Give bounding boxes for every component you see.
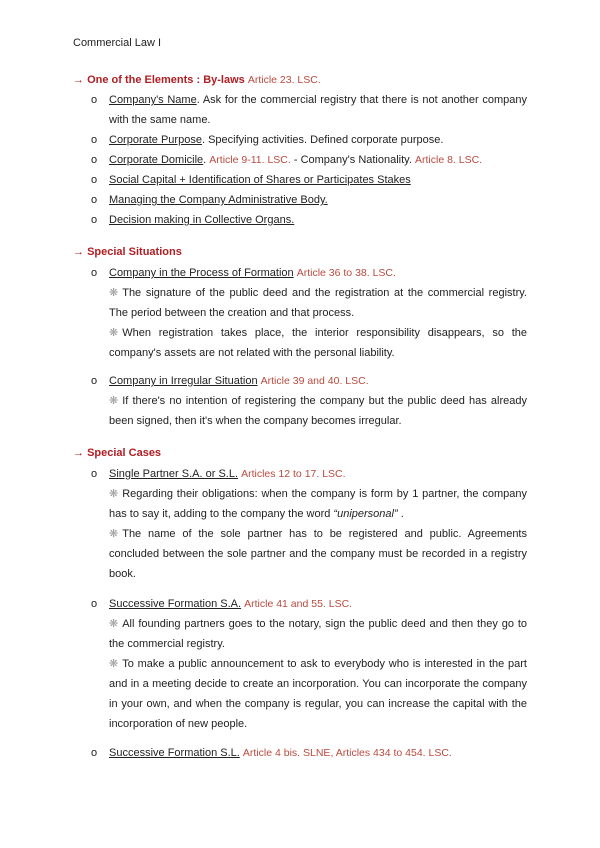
item-title: Company's Name — [109, 94, 197, 106]
section-special-situations-heading — [73, 246, 182, 258]
article-reference: Article 23. LSC. — [247, 74, 321, 86]
list-item — [91, 743, 527, 763]
bullet-icon: o — [91, 134, 98, 146]
item-title: Successive Formation S.A. — [109, 598, 242, 610]
item-title: Managing the Company Administrative Body. — [109, 194, 328, 206]
article-reference: Article 4 bis. SLNE, Articles 434 to 454. LSC. — [242, 747, 452, 759]
list-item — [91, 170, 527, 190]
section-title: One of the Elements : By-laws — [87, 74, 245, 86]
asterisk-icon: ❋ — [109, 618, 119, 630]
section-title: Special Situations — [87, 246, 182, 258]
bullet-icon: o — [91, 154, 98, 166]
item-title: Social Capital + Identification of Shares or Participates Stakes — [109, 174, 411, 186]
list-item — [91, 210, 527, 230]
bullet-icon: o — [91, 214, 98, 226]
asterisk-icon: ❋ — [109, 287, 119, 299]
note-paragraph: ❋ When registration takes place, the interior responsibility disappears, so the company's assets are not related with the personal liability. — [109, 327, 527, 359]
article-reference: Article 8. LSC. — [414, 154, 483, 166]
page-header: Commercial Law I — [73, 37, 162, 49]
bullet-icon: o — [91, 747, 98, 759]
note-paragraph: ❋ All founding partners goes to the notary, sign the public deed and then they go to the commercial registry. — [109, 618, 527, 650]
bullet-icon: o — [91, 598, 98, 610]
article-reference: Articles 12 to 17. LSC. — [241, 468, 346, 480]
list-item — [91, 594, 527, 614]
bullet-icon: o — [91, 194, 98, 206]
list-item — [91, 263, 527, 283]
note-paragraph: ❋ The name of the sole partner has to be registered and public. Agreements concluded between the sole partner and the company must be recorded in a registry book. — [109, 528, 527, 580]
list-item — [91, 150, 527, 170]
bullet-icon: o — [91, 174, 98, 186]
bullet-icon: o — [91, 375, 98, 387]
item-title: Corporate Purpose — [109, 134, 202, 146]
item-title: Company in Irregular Situation — [109, 375, 258, 387]
asterisk-icon: ❋ — [109, 488, 119, 500]
asterisk-icon: ❋ — [109, 327, 119, 339]
section-by-laws-heading — [73, 74, 321, 86]
item-text: - Company's Nationality. — [293, 154, 412, 166]
section-title: Special Cases — [87, 447, 162, 459]
list-item — [91, 130, 527, 150]
list-item — [91, 190, 527, 210]
bullet-icon: o — [91, 267, 98, 279]
item-text: . Ask for the commercial registry that there is not another company with the same name. — [109, 94, 527, 126]
article-reference: Article 39 and 40. LSC. — [260, 375, 369, 387]
section-special-cases-heading — [73, 447, 161, 459]
article-reference: Article 41 and 55. LSC. — [244, 598, 353, 610]
item-title: Successive Formation S.L. — [109, 747, 240, 759]
arrow-icon: → — [73, 246, 84, 258]
note-paragraph: ❋ The signature of the public deed and the registration at the commercial registry. The period between the creation and that process. — [109, 287, 527, 319]
item-text: . Specifying activities. Defined corporate purpose. — [201, 134, 444, 146]
asterisk-icon: ❋ — [109, 528, 119, 540]
note-paragraph: ❋ If there's no intention of registering the company but the public deed has already been signed, then it's when the company becomes irregular. — [109, 395, 527, 427]
arrow-icon: → — [73, 447, 84, 459]
note-paragraph: ❋ Regarding their obligations: when the company is form by 1 partner, the company has to say it, adding to the company the word “unipersonal” . — [109, 488, 527, 520]
note-paragraph: ❋ To make a public announcement to ask to everybody who is interested in the part and in a meeting decide to create an incorporation. You can incorporate the company in your own, and when the company is regular, you can increase the capital with the incorporation of new people. — [109, 658, 527, 730]
bullet-icon: o — [91, 94, 98, 106]
item-title: Decision making in Collective Organs. — [109, 214, 295, 226]
list-item — [91, 464, 527, 484]
article-reference: Article 9-11. LSC. — [209, 154, 291, 166]
asterisk-icon: ❋ — [109, 395, 119, 407]
item-text: . — [203, 154, 207, 166]
asterisk-icon: ❋ — [109, 658, 119, 670]
arrow-icon: → — [73, 74, 84, 86]
list-item — [91, 371, 527, 391]
item-title: Corporate Domicile — [109, 154, 204, 166]
article-reference: Article 36 to 38. LSC. — [296, 267, 396, 279]
list-item — [91, 90, 527, 130]
item-title: Single Partner S.A. or S.L. — [109, 468, 239, 480]
bullet-icon: o — [91, 468, 98, 480]
item-title: Company in the Process of Formation — [109, 267, 294, 279]
